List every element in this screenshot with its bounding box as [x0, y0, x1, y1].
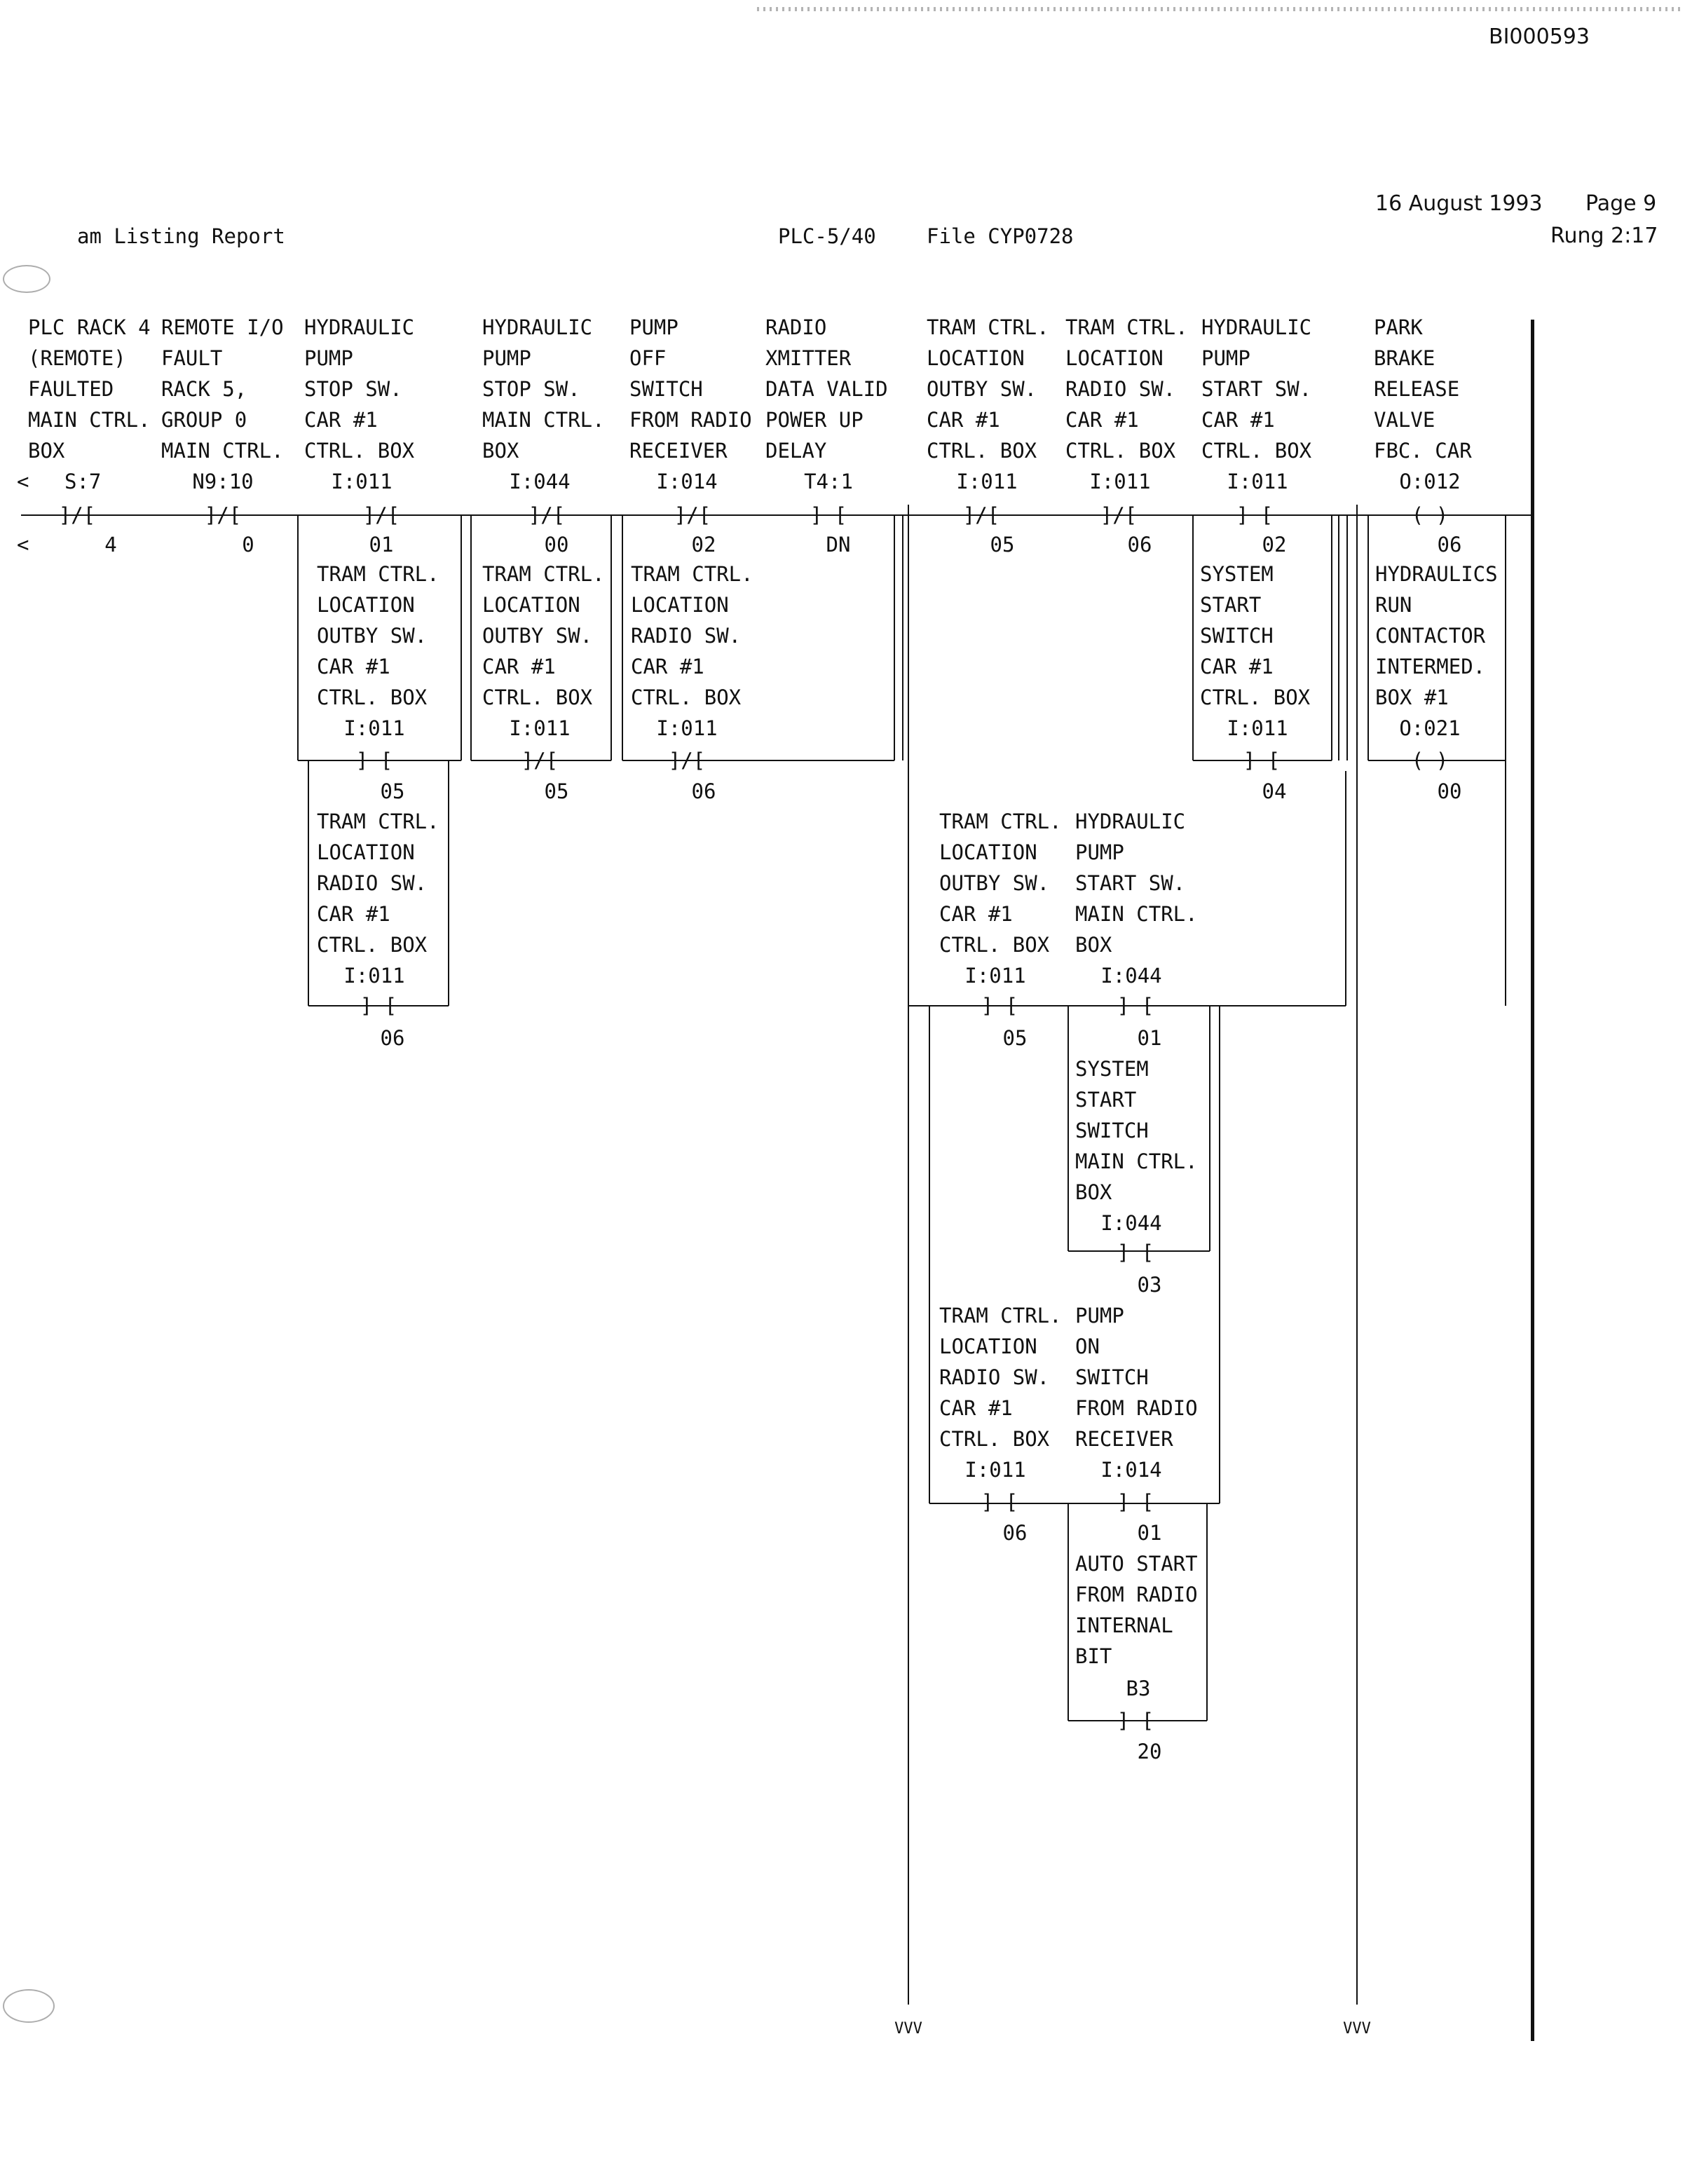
left-arrow-marker: < — [17, 533, 29, 557]
desc-line: OUTBY SW. — [482, 624, 593, 648]
desc-line: BIT — [1075, 1644, 1112, 1668]
desc-line: LOCATION — [939, 840, 1037, 864]
desc-line: BOX #1 — [1375, 685, 1449, 709]
desc-line: MAIN CTRL. — [482, 408, 605, 432]
desc-line: SWITCH — [629, 377, 703, 401]
branch-rail-b — [1356, 505, 1358, 2005]
address: I:011 — [1227, 716, 1288, 740]
bit-number: 05 — [380, 779, 405, 803]
bit-number: 01 — [369, 533, 394, 557]
desc-line: CAR #1 — [304, 408, 378, 432]
bit-number: 05 — [1002, 1026, 1028, 1050]
bit-number: 4 — [104, 533, 117, 557]
desc-line: CAR #1 — [1065, 408, 1139, 432]
desc-line: START — [1200, 593, 1262, 617]
desc-line: CTRL. BOX — [939, 1427, 1050, 1451]
instruction-symbol: ( ) — [1411, 503, 1449, 527]
desc-line: CAR #1 — [631, 655, 704, 678]
address: O:012 — [1399, 470, 1461, 493]
desc-line: OFF — [629, 346, 667, 370]
desc-line: TRAM CTRL. — [1065, 315, 1188, 339]
desc-line: CAR #1 — [1200, 655, 1274, 678]
desc-line: CONTACTOR — [1375, 624, 1486, 648]
file-label: File CYP0728 — [927, 224, 1074, 248]
desc-line: RADIO SW. — [939, 1365, 1050, 1389]
instruction-symbol: ]/[ — [204, 503, 242, 527]
desc-line: OUTBY SW. — [939, 871, 1050, 895]
desc-line: LOCATION — [317, 840, 415, 864]
desc-line: RELEASE — [1374, 377, 1460, 401]
desc-line: FROM RADIO — [1075, 1583, 1198, 1606]
desc-line: TRAM CTRL. — [631, 562, 753, 586]
desc-line: CAR #1 — [317, 902, 390, 926]
desc-line: CTRL. BOX — [482, 685, 593, 709]
desc-line: LOCATION — [317, 593, 415, 617]
punch-hole-mark — [3, 1989, 55, 2023]
desc-line: LOCATION — [1065, 346, 1164, 370]
desc-line: (REMOTE) — [28, 346, 126, 370]
continuation-marker: VVV — [1343, 2020, 1371, 2038]
instruction-symbol: ] [ — [981, 994, 1018, 1018]
address: N9:10 — [192, 470, 254, 493]
desc-line: RADIO SW. — [1065, 377, 1176, 401]
instruction-symbol: ] [ — [1117, 994, 1154, 1018]
desc-line: INTERMED. — [1375, 655, 1486, 678]
continuation-marker: VVV — [894, 2020, 922, 2038]
instruction-symbol: ]/[ — [521, 749, 559, 772]
bit-number: 01 — [1137, 1521, 1162, 1545]
desc-line: PUMP — [304, 346, 353, 370]
desc-line: PUMP — [1201, 346, 1250, 370]
desc-line: RADIO SW. — [631, 624, 742, 648]
desc-line: RADIO — [765, 315, 827, 339]
desc-line: CTRL. BOX — [317, 685, 428, 709]
desc-line: STOP SW. — [304, 377, 402, 401]
address: I:011 — [1089, 470, 1151, 493]
desc-line: CAR #1 — [939, 902, 1013, 926]
desc-line: TRAM CTRL. — [482, 562, 605, 586]
desc-line: RACK 5, — [161, 377, 247, 401]
desc-line: FROM RADIO — [1075, 1396, 1198, 1420]
instruction-symbol: ] [ — [1117, 1709, 1154, 1733]
instruction-symbol: ( ) — [1411, 749, 1449, 772]
address: O:021 — [1399, 716, 1461, 740]
desc-line: SYSTEM — [1200, 562, 1274, 586]
desc-line: RUN — [1375, 593, 1412, 617]
punch-hole-mark — [3, 265, 50, 293]
desc-line: AUTO START — [1075, 1552, 1198, 1576]
desc-line: FAULT — [161, 346, 223, 370]
desc-line: HYDRAULIC — [482, 315, 593, 339]
instruction-symbol: ] [ — [1117, 1490, 1154, 1514]
processor-label: PLC-5/40 — [778, 224, 876, 248]
address: I:011 — [656, 716, 718, 740]
desc-line: START — [1075, 1088, 1137, 1112]
desc-line: POWER UP — [765, 408, 864, 432]
bit-number: 05 — [544, 779, 569, 803]
desc-line: MAIN CTRL. — [1075, 1149, 1198, 1173]
desc-line: STOP SW. — [482, 377, 580, 401]
desc-line: HYDRAULIC — [1201, 315, 1312, 339]
desc-line: CTRL. BOX — [1065, 439, 1176, 463]
bit-number: 05 — [990, 533, 1015, 557]
desc-line: SYSTEM — [1075, 1057, 1149, 1081]
desc-line: SWITCH — [1075, 1365, 1149, 1389]
desc-line: BOX — [28, 439, 65, 463]
desc-line: LOCATION — [631, 593, 729, 617]
desc-line: ON — [1075, 1335, 1100, 1358]
desc-line: TRAM CTRL. — [317, 810, 439, 833]
rung-number: Rung 2:17 — [1550, 224, 1658, 248]
instruction-symbol: ] [ — [1243, 749, 1281, 772]
desc-line: PUMP — [1075, 1304, 1124, 1328]
desc-line: CTRL. BOX — [927, 439, 1037, 463]
desc-line: RECEIVER — [1075, 1427, 1173, 1451]
bit-number: 02 — [691, 533, 716, 557]
instruction-symbol: ] [ — [360, 994, 397, 1018]
address: I:011 — [331, 470, 393, 493]
desc-line: MAIN CTRL. — [28, 408, 151, 432]
bit-number: 06 — [691, 779, 716, 803]
address: I:011 — [509, 716, 571, 740]
instruction-symbol: ]/[ — [674, 503, 711, 527]
instruction-symbol: ] [ — [981, 1490, 1018, 1514]
desc-line: PUMP — [1075, 840, 1124, 864]
desc-line: HYDRAULIC — [1075, 810, 1186, 833]
desc-line: PLC RACK 4 — [28, 315, 151, 339]
address: I:011 — [956, 470, 1018, 493]
desc-line: PARK — [1374, 315, 1423, 339]
left-arrow-marker: < — [17, 470, 29, 493]
bates-number: BI000593 — [1489, 25, 1590, 49]
instruction-symbol: ]/[ — [668, 749, 706, 772]
instruction-symbol: ] [ — [810, 503, 847, 527]
address: I:011 — [343, 716, 405, 740]
desc-line: BOX — [1075, 933, 1112, 957]
bit-number: 06 — [1002, 1521, 1028, 1545]
branch-rail-a — [908, 505, 909, 2005]
desc-line: PUMP — [482, 346, 531, 370]
bit-number: 06 — [1127, 533, 1152, 557]
desc-line: OUTBY SW. — [927, 377, 1037, 401]
desc-line: XMITTER — [765, 346, 852, 370]
instruction-symbol: ] [ — [355, 749, 393, 772]
desc-line: BOX — [1075, 1180, 1112, 1204]
page-number: Page 9 — [1585, 191, 1657, 216]
desc-line: MAIN CTRL. — [1075, 902, 1198, 926]
report-date: 16 August 1993 — [1375, 191, 1543, 216]
desc-line: SWITCH — [1200, 624, 1274, 648]
desc-line: GROUP 0 — [161, 408, 247, 432]
address: T4:1 — [804, 470, 853, 493]
desc-line: CAR #1 — [317, 655, 390, 678]
desc-line: CAR #1 — [939, 1396, 1013, 1420]
address: I:011 — [343, 964, 405, 988]
scan-noise — [757, 7, 1682, 11]
desc-line: CAR #1 — [482, 655, 556, 678]
desc-line: PUMP — [629, 315, 678, 339]
bit-number: 20 — [1137, 1740, 1162, 1763]
address: I:044 — [1100, 1211, 1162, 1235]
desc-line: SWITCH — [1075, 1119, 1149, 1142]
desc-line: HYDRAULIC — [304, 315, 415, 339]
report-title: am Listing Report — [77, 224, 285, 248]
desc-line: REMOTE I/O — [161, 315, 284, 339]
bit-number: 06 — [380, 1026, 405, 1050]
desc-line: INTERNAL — [1075, 1613, 1173, 1637]
desc-line: LOCATION — [939, 1335, 1037, 1358]
instruction-symbol: ] [ — [1117, 1241, 1154, 1264]
address: I:044 — [1100, 964, 1162, 988]
desc-line: VALVE — [1374, 408, 1435, 432]
bit-number: 0 — [242, 533, 254, 557]
address: I:014 — [656, 470, 718, 493]
desc-line: FROM RADIO — [629, 408, 752, 432]
address: I:011 — [964, 964, 1026, 988]
desc-line: BOX — [482, 439, 519, 463]
desc-line: CTRL. BOX — [317, 933, 428, 957]
bit-number: 04 — [1262, 779, 1287, 803]
desc-line: TRAM CTRL. — [939, 810, 1062, 833]
desc-line: RECEIVER — [629, 439, 728, 463]
address: I:011 — [964, 1458, 1026, 1482]
desc-line: DELAY — [765, 439, 827, 463]
desc-line: LOCATION — [927, 346, 1025, 370]
desc-line: START SW. — [1075, 871, 1186, 895]
bit-number: 02 — [1262, 533, 1287, 557]
desc-line: FAULTED — [28, 377, 114, 401]
desc-line: RADIO SW. — [317, 871, 428, 895]
address: I:014 — [1100, 1458, 1162, 1482]
desc-line: CTRL. BOX — [1200, 685, 1311, 709]
desc-line: CTRL. BOX — [304, 439, 415, 463]
desc-line: HYDRAULICS — [1375, 562, 1498, 586]
bit-number: 06 — [1437, 533, 1462, 557]
desc-line: FBC. CAR — [1374, 439, 1472, 463]
address: S:7 — [64, 470, 102, 493]
desc-line: START SW. — [1201, 377, 1312, 401]
desc-line: LOCATION — [482, 593, 580, 617]
instruction-symbol: ]/[ — [362, 503, 400, 527]
instruction-symbol: ] [ — [1236, 503, 1274, 527]
desc-line: DATA VALID — [765, 377, 888, 401]
desc-line: MAIN CTRL. — [161, 439, 284, 463]
bit-number: 01 — [1137, 1026, 1162, 1050]
desc-line: CAR #1 — [927, 408, 1000, 432]
desc-line: TRAM CTRL. — [317, 562, 439, 586]
bit-number: DN — [826, 533, 851, 557]
bit-number: 00 — [1437, 779, 1462, 803]
address: I:044 — [509, 470, 571, 493]
desc-line: OUTBY SW. — [317, 624, 428, 648]
right-power-rail — [1531, 320, 1534, 2041]
bit-number: 03 — [1137, 1273, 1162, 1297]
address: B3 — [1126, 1677, 1151, 1700]
desc-line: CAR #1 — [1201, 408, 1275, 432]
desc-line: TRAM CTRL. — [927, 315, 1049, 339]
desc-line: TRAM CTRL. — [939, 1304, 1062, 1328]
desc-line: BRAKE — [1374, 346, 1435, 370]
instruction-symbol: ]/[ — [962, 503, 1000, 527]
desc-line: CTRL. BOX — [1201, 439, 1312, 463]
instruction-symbol: ]/[ — [528, 503, 566, 527]
desc-line: CTRL. BOX — [939, 933, 1050, 957]
instruction-symbol: ]/[ — [1100, 503, 1138, 527]
bit-number: 00 — [544, 533, 569, 557]
instruction-symbol: ]/[ — [58, 503, 96, 527]
desc-line: CTRL. BOX — [631, 685, 742, 709]
address: I:011 — [1227, 470, 1288, 493]
